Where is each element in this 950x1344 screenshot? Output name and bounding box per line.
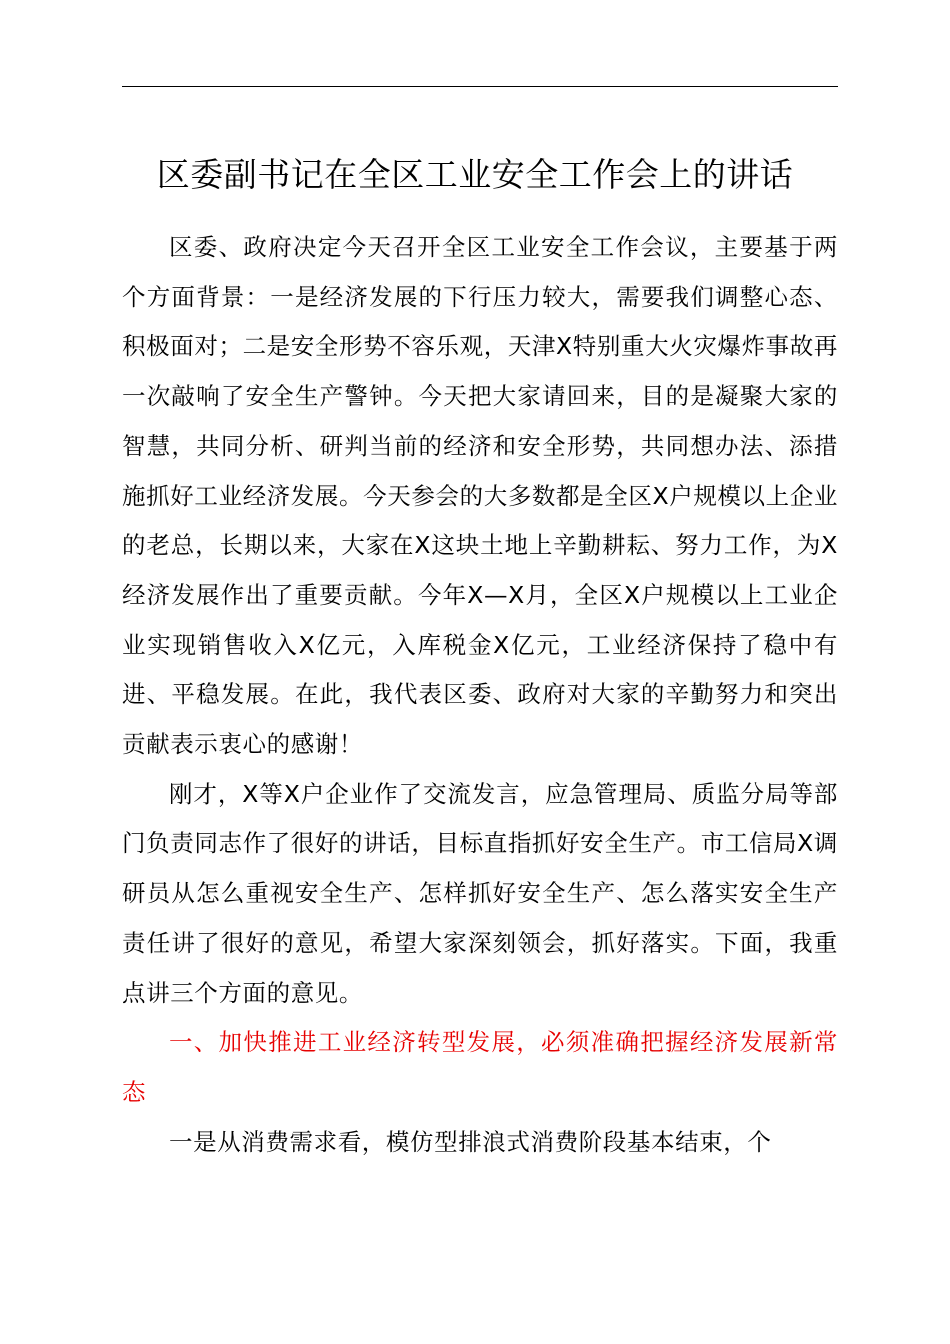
paragraph-remarks: 刚才，X等X户企业作了交流发言，应急管理局、质监分局等部门负责同志作了很好的讲话，目标直指抓好安全生产。市工信局X调研员从怎么重视安全生产、怎样抓好安全生产、怎么落实安全生产责任讲了很好的意见，希望大家深刻领会，抓好落实。下面，我重点讲三个方面的意见。 <box>122 779 838 1007</box>
document-body <box>122 223 838 1167</box>
header-rule <box>122 86 838 87</box>
section-heading: 一、加快推进工业经济转型发展，必须准确把握经济发展新常态 <box>122 1028 838 1106</box>
paragraph-intro: 区委、政府决定今天召开全区工业安全工作会议，主要基于两个方面背景：一是经济发展的下行压力较大，需要我们调整心态、积极面对；二是安全形势不容乐观，天津X特别重大火灾爆炸事故再一次敲响了安全生产警钟。今天把大家请回来，目的是凝聚大家的智慧，共同分析、研判当前的经济和安全形势，共同想办法、添措施抓好工业经济发展。今天参会的大多数都是全区X户规模以上企业的老总，长期以来，大家在X这块土地上辛勤耕耘、努力工作，为X经济发展作出了重要贡献。今年X—X月，全区X户规模以上工业企业实现销售收入X亿元，入库税金X亿元，工业经济保持了稳中有进、平稳发展。在此，我代表区委、政府对大家的辛勤努力和突出贡献表示衷心的感谢！ <box>122 233 838 759</box>
document-title: 区委副书记在全区工业安全工作会上的讲话 <box>156 155 794 194</box>
paragraph-section-start: 一是从消费需求看，模仿型排浪式消费阶段基本结束，个 <box>169 1127 772 1156</box>
